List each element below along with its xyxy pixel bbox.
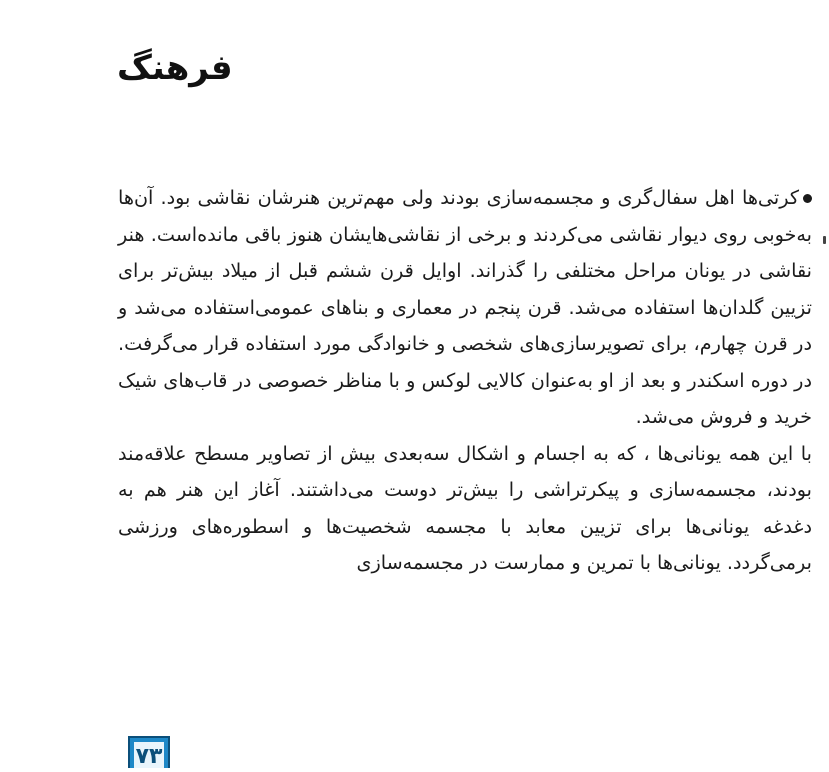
- paragraph-2: با این همه یونانی‌ها ، که به اجسام و اشکال سه‌بعدی بیش از تصاویر مسطح علاقه‌مند بودند، مجسمه‌سازی و پیکرتراشی را بیش‌تر دوست می‌داشتند. آغاز این هنر هم به دغدغه یونانی‌ها برای تزیین معابد با مجسمه شخصیت‌ها و اسطوره‌های ورزشی برمی‌گردد. یونانی‌ها با تمرین و ممارست در مجسمه‌سازی: [118, 441, 812, 574]
- paragraph-1-text: کرتی‌ها اهل سفال‌گری و مجسمه‌سازی بودند ولی مهم‌ترین هنرشان نقاشی بود. آن‌ها به‌خوبی روی دیوار نقاشی می‌کردند و برخی از نقاشی‌هایشان هنوز باقی مانده‌است. هنر نقاشی در یونان مراحل مختلفی را گذراند. اوایل قرن ششم قبل از میلاد بیش‌تر برای تزیین گلدان‌ها استفاده می‌شد. قرن پنجم در معماری و بناهای عمومی‌استفاده می‌شد و در قرن چهارم، برای تصویرسازی‌های شخصی و خانوادگی مورد استفاده قرار می‌گرفت. در دوره اسکندر و بعد از او به‌عنوان کالایی لوکس و با مناظر خصوصی در قاب‌های شیک خرید و فروش می‌شد.: [118, 186, 812, 428]
- page-edge-mark: [823, 236, 826, 244]
- section-heading: فرهنگ: [117, 48, 233, 88]
- paragraph-1: [118, 180, 812, 436]
- bullet-icon: [803, 194, 812, 203]
- body-text: [118, 180, 812, 582]
- page-number: ۷۳: [135, 744, 163, 769]
- page-number-badge: [128, 736, 170, 768]
